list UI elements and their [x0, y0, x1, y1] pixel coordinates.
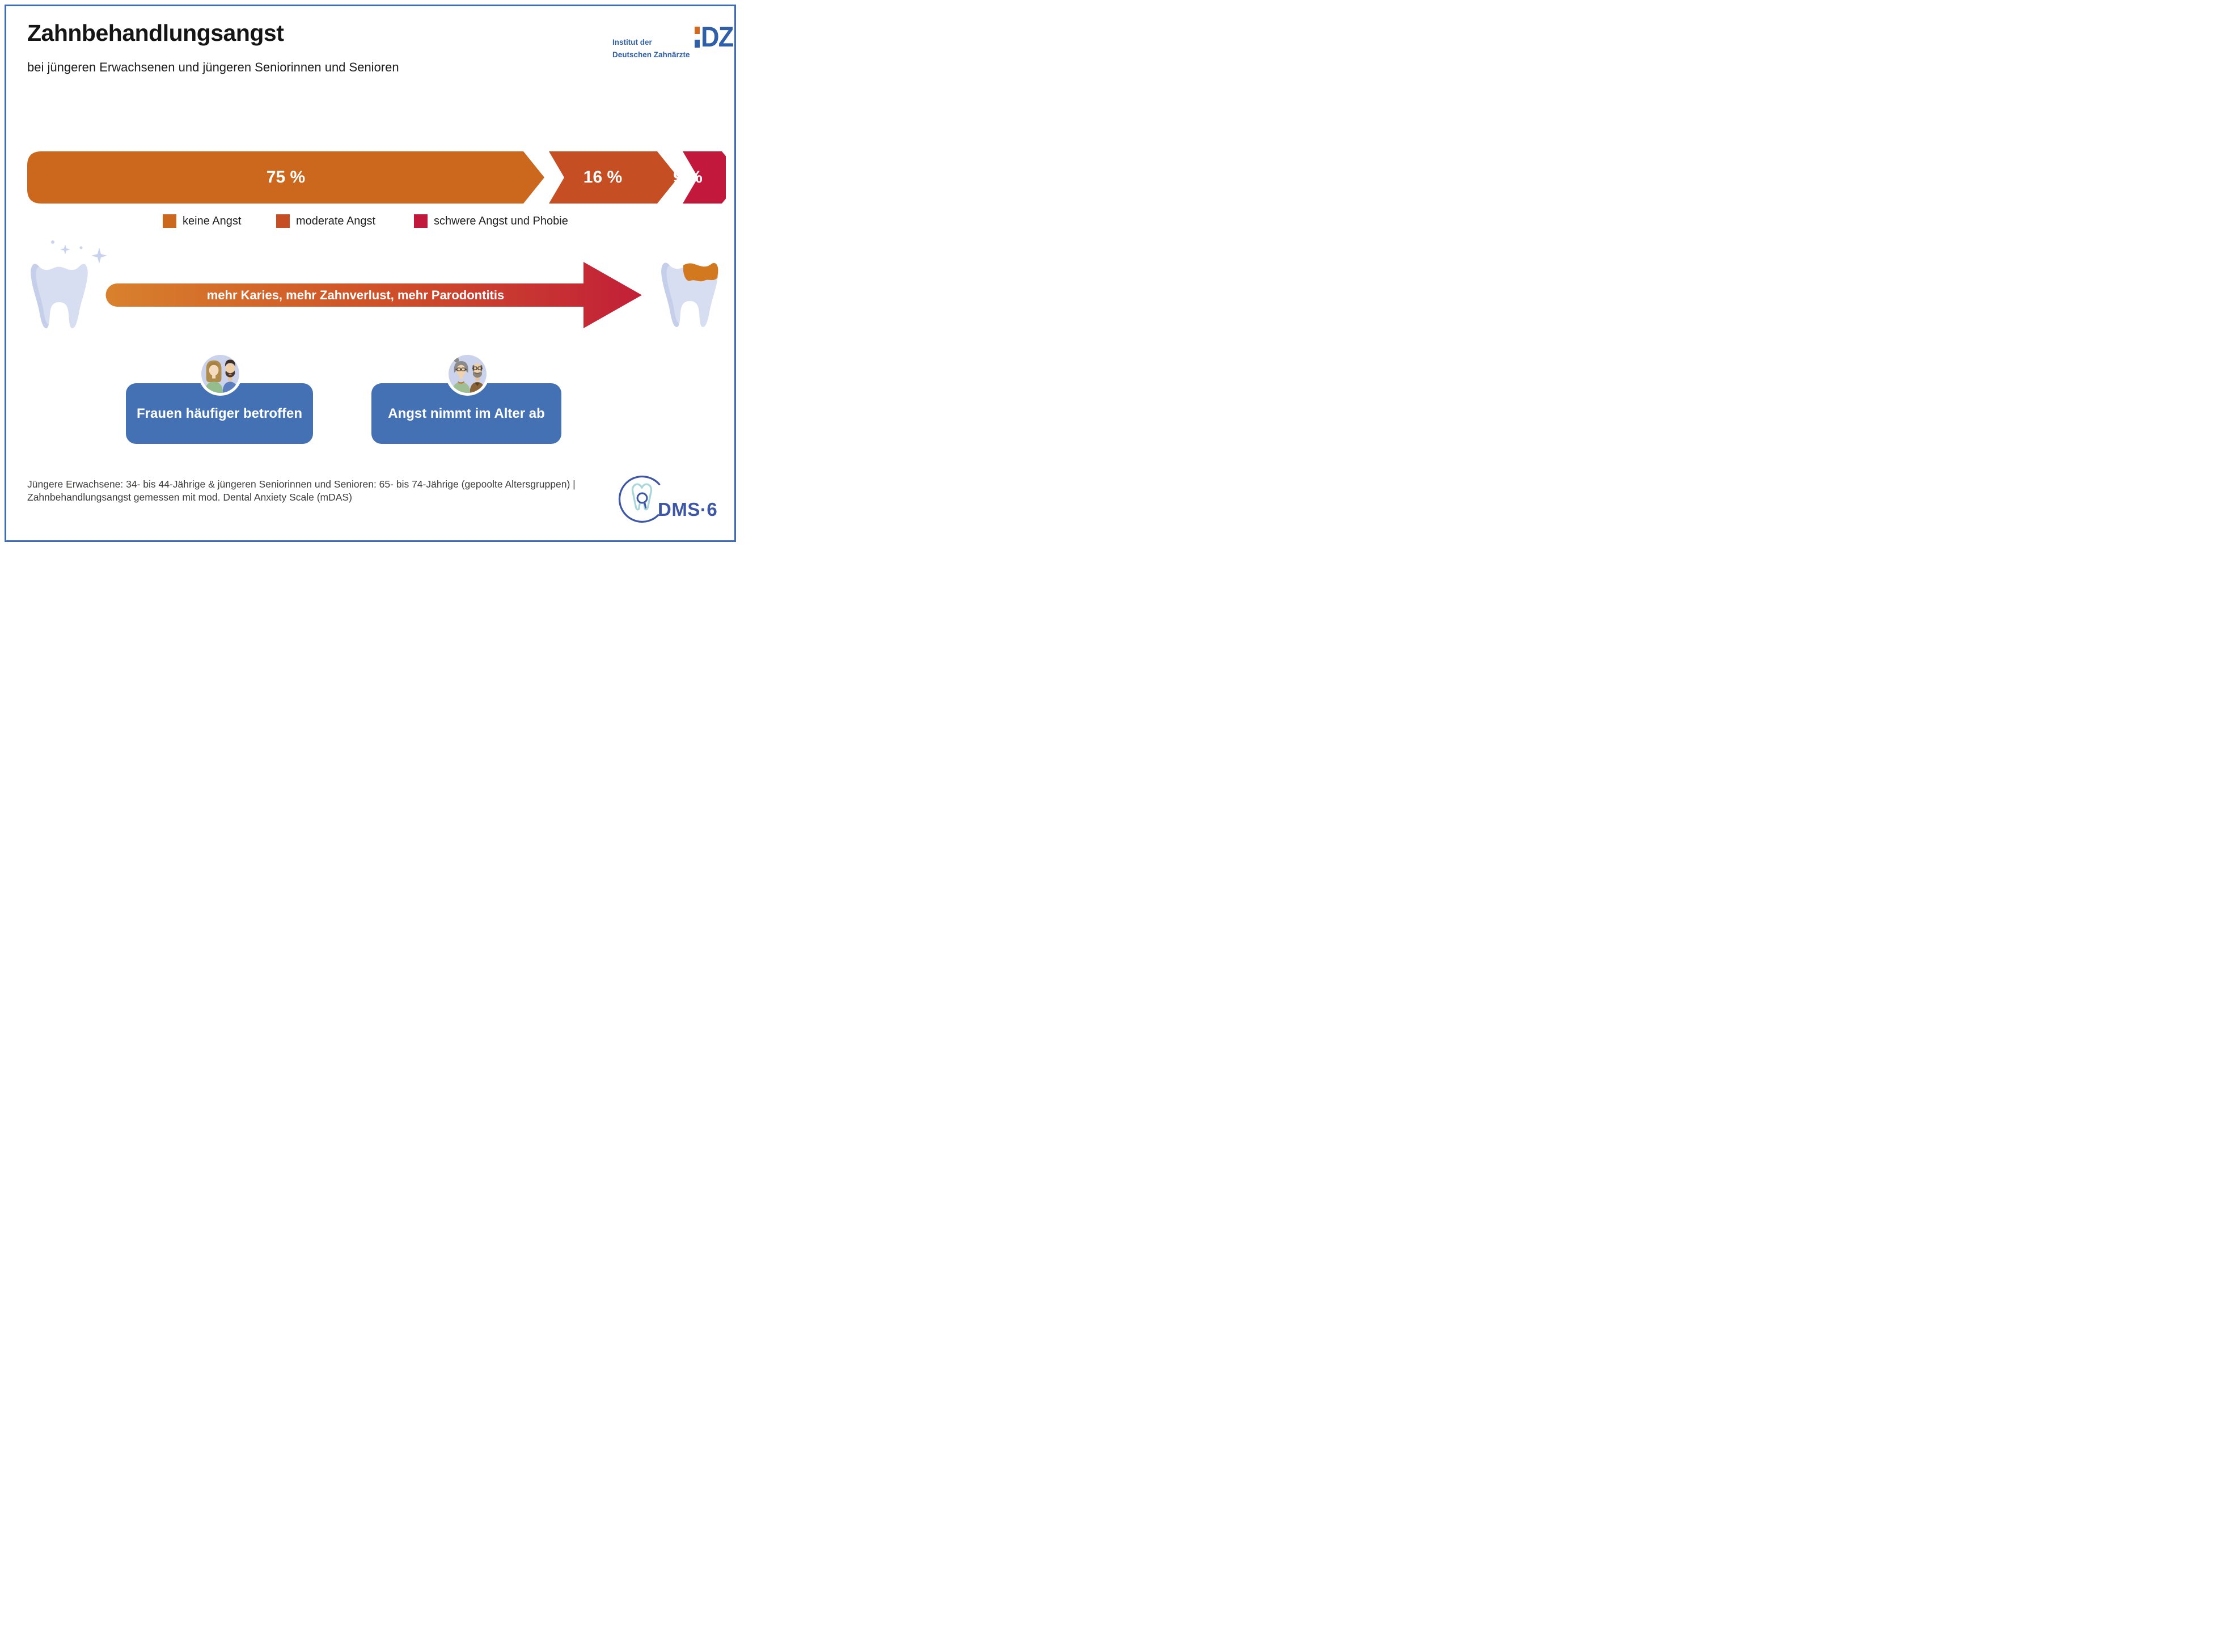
card-alter-label: Angst nimmt im Alter ab — [388, 405, 545, 421]
idz-i-glyph — [695, 27, 700, 48]
idz-i-blue-block — [695, 40, 700, 48]
legend-item-moderate-angst — [276, 214, 375, 228]
idz-logo — [612, 21, 736, 61]
senior-couple-avatar — [446, 352, 489, 396]
flow-arrow-label: mehr Karies, mehr Zahnverlust, mehr Parodontitis — [206, 288, 505, 302]
teeth-progression-graphic — [23, 235, 726, 334]
idz-lettermark-icon — [695, 21, 737, 53]
decayed-tooth-icon — [661, 262, 718, 327]
legend-label: keine Angst — [183, 214, 242, 227]
page-title: Zahnbehandlungsangst — [27, 20, 284, 46]
caries-patch — [683, 263, 718, 281]
senior-couple-avatar-icon — [449, 355, 487, 393]
legend-item-keine-angst — [163, 214, 241, 228]
idz-logo-wordmark — [612, 36, 690, 61]
footnote-line2: Zahnbehandlungsangst gemessen mit mod. Dental Anxiety Scale (mDAS) — [27, 491, 352, 503]
bar-value-moderate-angst: 16 % — [583, 168, 623, 187]
legend-swatch-moderate-angst — [276, 214, 290, 228]
card-frauen-label: Frauen häufiger betroffen — [136, 405, 303, 421]
legend-swatch-keine-angst — [163, 214, 176, 228]
legend-item-schwere-angst — [414, 214, 568, 228]
page-subtitle: bei jüngeren Erwachsenen und jüngeren Seniorinnen und Senioren — [27, 60, 399, 74]
footnote — [27, 478, 600, 503]
bar-value-keine-angst: 75 % — [266, 168, 306, 187]
footnote-line1: Jüngere Erwachsene: 34- bis 44-Jährige & jüngeren Seniorinnen und Senioren: 65- bis 74-Jährige (gepoolte Altersgruppen) | — [27, 478, 576, 490]
idz-i-orange-block — [695, 27, 700, 34]
young-couple-avatar-icon — [201, 355, 239, 393]
infographic-poster — [0, 0, 746, 550]
young-couple-avatar — [198, 352, 242, 396]
legend-label: moderate Angst — [296, 214, 376, 227]
idz-dz-glyph: DZ — [700, 21, 733, 53]
legend-label: schwere Angst und Phobie — [434, 214, 568, 227]
bar-value-schwere-angst: 9 % — [673, 168, 703, 187]
legend-swatch-schwere-angst — [414, 214, 428, 228]
sparkles-icon — [51, 240, 107, 264]
dms6-logo-text: DMS·6 — [658, 499, 718, 520]
healthy-tooth-icon — [31, 264, 88, 328]
idz-logo-line2: Deutschen Zahnärzte — [612, 50, 690, 59]
idz-logo-line1: Institut der — [612, 38, 652, 46]
